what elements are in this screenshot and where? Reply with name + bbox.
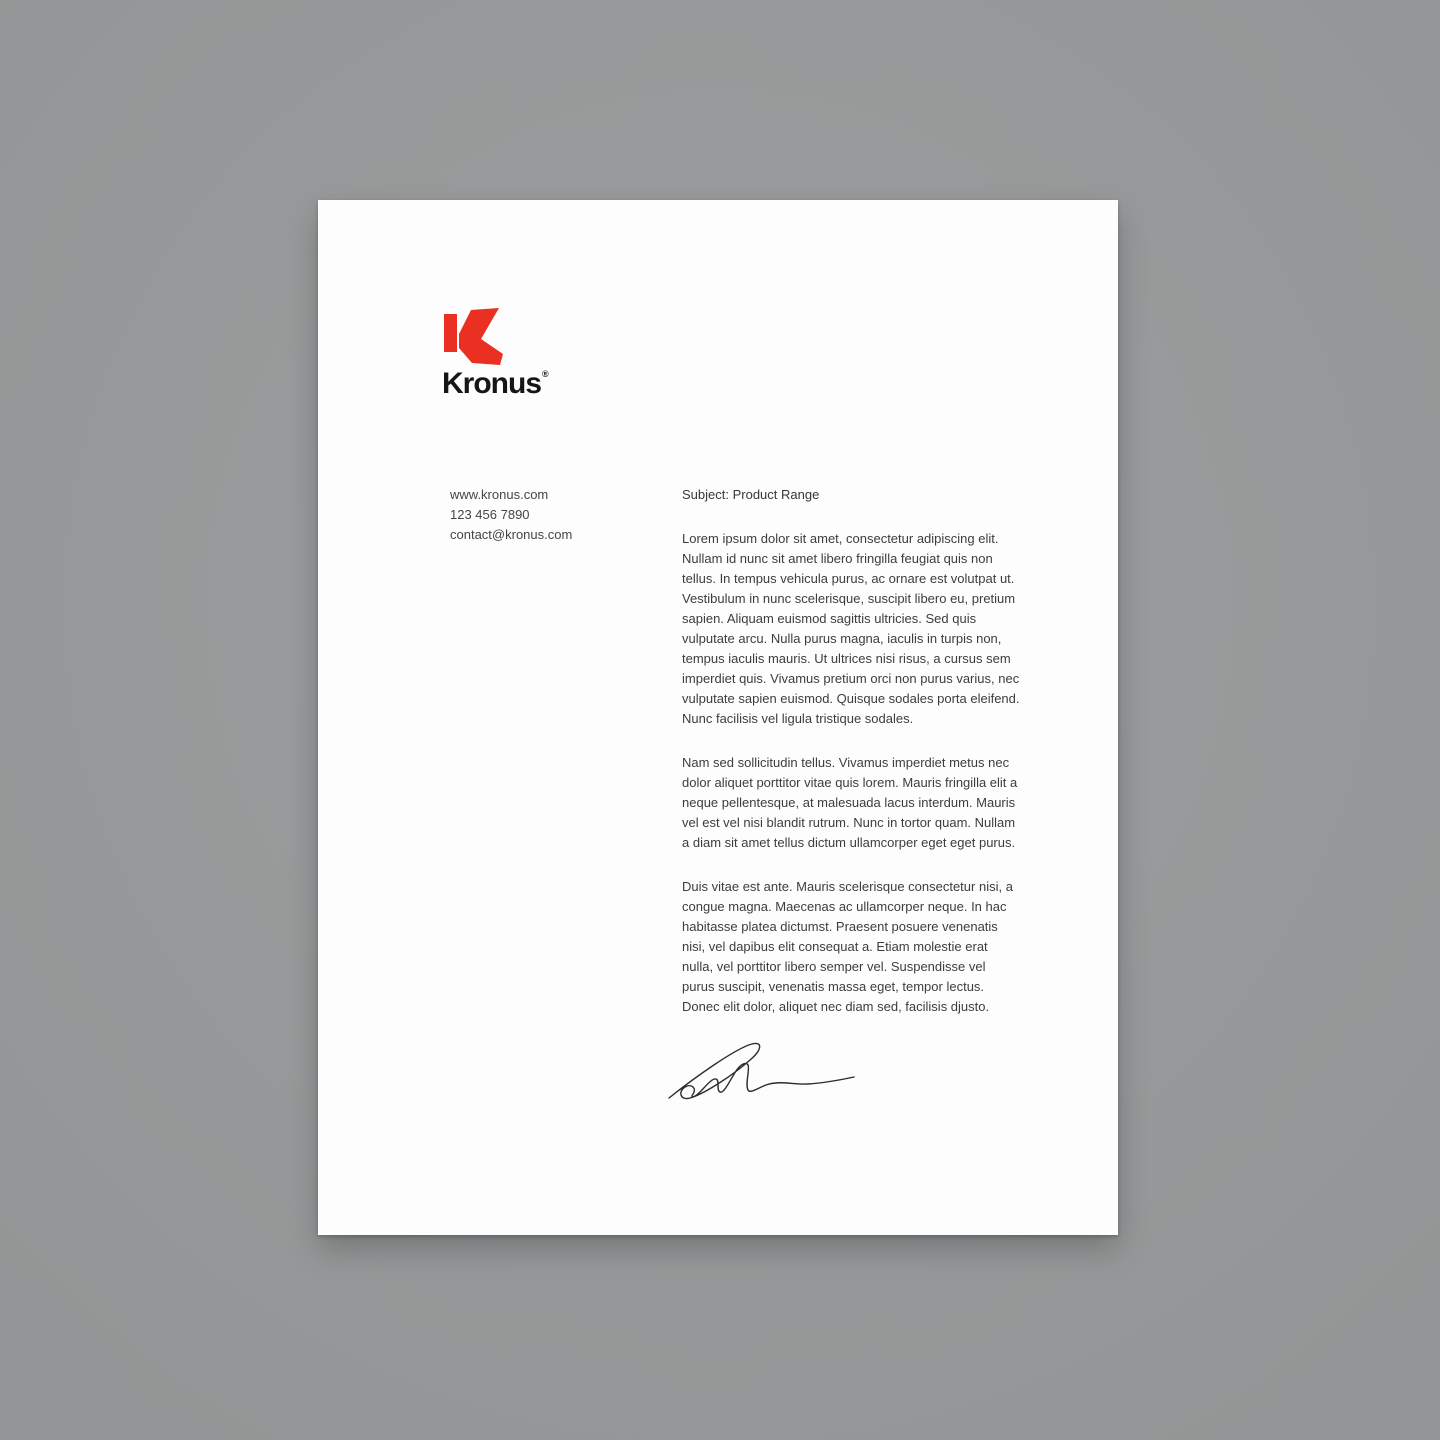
paragraph-1: Lorem ipsum dolor sit amet, consectetur adipiscing elit. Nullam id nunc sit amet libero fringilla feugiat quis non tellus. In tempus vehicula purus, ac ornare est volutpat ut. Vestibulum in nunc scelerisque, suscipit libero eu, pretium sapien. Aliquam euismod sagittis ultricies. Sed quis vulputate arcu. Nulla purus magna, iaculis in turpis non, tempus iaculis mauris. Ut ultrices nisi risus, a cursus sem imperdiet quis. Vivamus pretium orci non purus varius, nec vulputate sapien euismod. Quisque sodales porta eleifend. Nunc facilisis vel ligula tristique sodales. [682,531,1020,726]
paragraph-2: Nam sed sollicitudin tellus. Vivamus imperdiet metus nec dolor aliquet porttitor vitae quis lorem. Mauris fringilla elit a neque pellentesque, at malesuada lacus interdum. Mauris vel est vel nisi blandit rutrum. Nunc in tortor quam. Nullam a diam sit amet tellus dictum ullamcorper eget eget purus. [682,755,1018,850]
paragraph-3: Duis vitae est ante. Mauris scelerisque consectetur nisi, a congue magna. Maecenas ac ullamcorper neque. In hac habitasse platea dictumst. Praesent posuere venenatis nisi, vel dapibus elit consequat a. Etiam molestie erat nulla, vel porttitor libero semper vel. Suspendisse vel purus suscipit, venenatis massa eget, tempor lectus. Donec elit dolor, aliquet nec diam sed, facilisis djusto. [682,879,1013,1014]
contact-website: www.kronus.com [450,487,549,502]
signature [666,1040,858,1104]
brand-wordmark-text: Kronus [442,367,541,400]
brand-wordmark [442,367,549,401]
contact-phone: 123 456 7890 [450,507,530,522]
contact-block [450,485,572,545]
kronus-k-mark-icon [444,308,504,366]
kronus-logo [442,308,549,400]
letterhead-paper [318,200,1118,1235]
letter-body [682,485,1034,1017]
contact-email: contact@kronus.com [450,527,573,542]
subject-line: Subject: Product Range [682,487,820,502]
registered-trademark-symbol: ® [542,369,549,379]
